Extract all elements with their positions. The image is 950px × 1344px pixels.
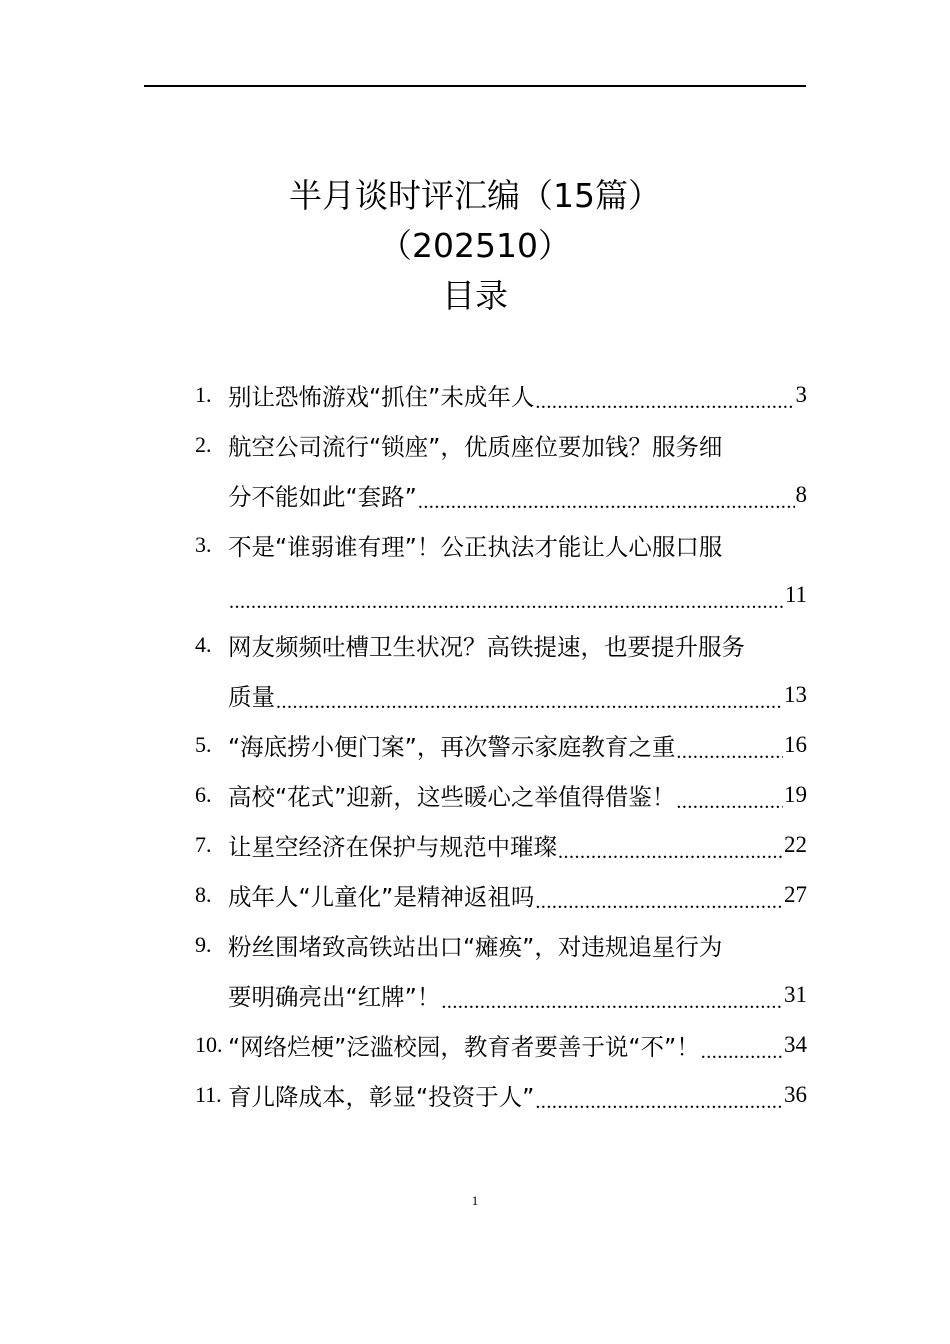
dot-leader [676,745,783,770]
toc-entry-number: 11. [195,1082,222,1107]
toc-entry-number: 3. [195,532,212,557]
toc-entry-9-continued[interactable] [195,970,807,1020]
toc-entry-number: 7. [195,832,212,857]
toc-entry-11[interactable] [195,1070,807,1120]
document-title: 半月谈时评汇编（15篇） [289,176,661,215]
toc-entry-title-continued: 分不能如此“套路” [228,483,417,511]
toc-entry-number: 4. [195,632,212,657]
page-number: 1 [471,1193,479,1208]
toc-entry-9[interactable] [195,920,807,970]
dot-leader [676,795,783,820]
toc-entry-title: 育儿降成本，彰显“投资于人” [228,1083,535,1111]
toc-entry-title: “海底捞小便门案”，再次警示家庭教育之重 [228,733,676,761]
dot-leader [701,1045,783,1070]
toc-entry-4-continued[interactable] [195,670,807,720]
toc-entry-title: “网络烂梗”泛滥校园，教育者要善于说“不”！ [228,1033,700,1061]
toc-entry-number: 8. [195,882,212,907]
toc-entry-title: 航空公司流行“锁座”，优质座位要加钱？服务细 [228,433,723,461]
toc-entry-8[interactable] [195,870,807,920]
toc-entry-number: 9. [195,932,212,957]
dot-leader [535,395,794,420]
toc-entry-title: 成年人“儿童化”是精神返祖吗 [228,883,535,911]
dot-leader [441,995,783,1020]
toc-entry-6[interactable] [195,770,807,820]
toc-entry-title: 网友频频吐槽卫生状况？高铁提速，也要提升服务 [228,633,745,661]
toc-entry-page: 11 [784,582,807,607]
toc-entry-page: 36 [784,1082,807,1107]
toc-entry-3-continued[interactable] [195,570,807,620]
toc-entry-10[interactable] [195,1020,807,1070]
toc-entry-5[interactable] [195,720,807,770]
dot-leader [535,1095,783,1120]
toc-entry-page: 13 [784,682,807,707]
toc-entry-title: 别让恐怖游戏“抓住”未成年人 [228,383,535,411]
toc-entry-page: 34 [784,1032,807,1057]
toc-heading: 目录 [442,276,508,315]
toc-entry-title-continued: 要明确亮出“红牌”！ [228,983,441,1011]
toc-entry-page: 8 [795,482,807,507]
toc-entry-number: 10. [195,1032,223,1057]
toc-entry-4[interactable] [195,620,807,670]
toc-entry-1[interactable] [195,370,807,420]
toc-entry-number: 2. [195,432,212,457]
toc-entry-page: 19 [784,782,807,807]
toc-entry-title: 不是“谁弱谁有理”！公正执法才能让人心服口服 [228,533,723,561]
toc-entry-page: 27 [784,882,807,907]
table-of-contents [195,370,807,1120]
dot-leader [229,595,784,620]
dot-leader [276,695,783,720]
toc-entry-title: 高校“花式”迎新，这些暖心之举值得借鉴！ [228,783,676,811]
toc-entry-title-continued: 质量 [228,683,275,711]
dot-leader [418,495,795,520]
toc-entry-3[interactable] [195,520,807,570]
toc-entry-2-continued[interactable] [195,470,807,520]
toc-entry-number: 5. [195,732,212,757]
toc-entry-7[interactable] [195,820,807,870]
toc-entry-page: 31 [784,982,807,1007]
toc-entry-title: 让星空经济在保护与规范中璀璨 [228,833,557,861]
toc-entry-title: 粉丝围堵致高铁站出口“瘫痪”，对违规追星行为 [228,933,723,961]
toc-entry-number: 1. [195,382,212,407]
toc-entry-page: 22 [784,832,807,857]
toc-entry-page: 3 [795,382,807,407]
header-rule [144,85,806,87]
document-date: （202510） [379,226,571,265]
dot-leader [535,895,783,920]
toc-entry-number: 6. [195,782,212,807]
toc-entry-page: 16 [784,732,807,757]
toc-entry-2[interactable] [195,420,807,470]
dot-leader [558,845,783,870]
